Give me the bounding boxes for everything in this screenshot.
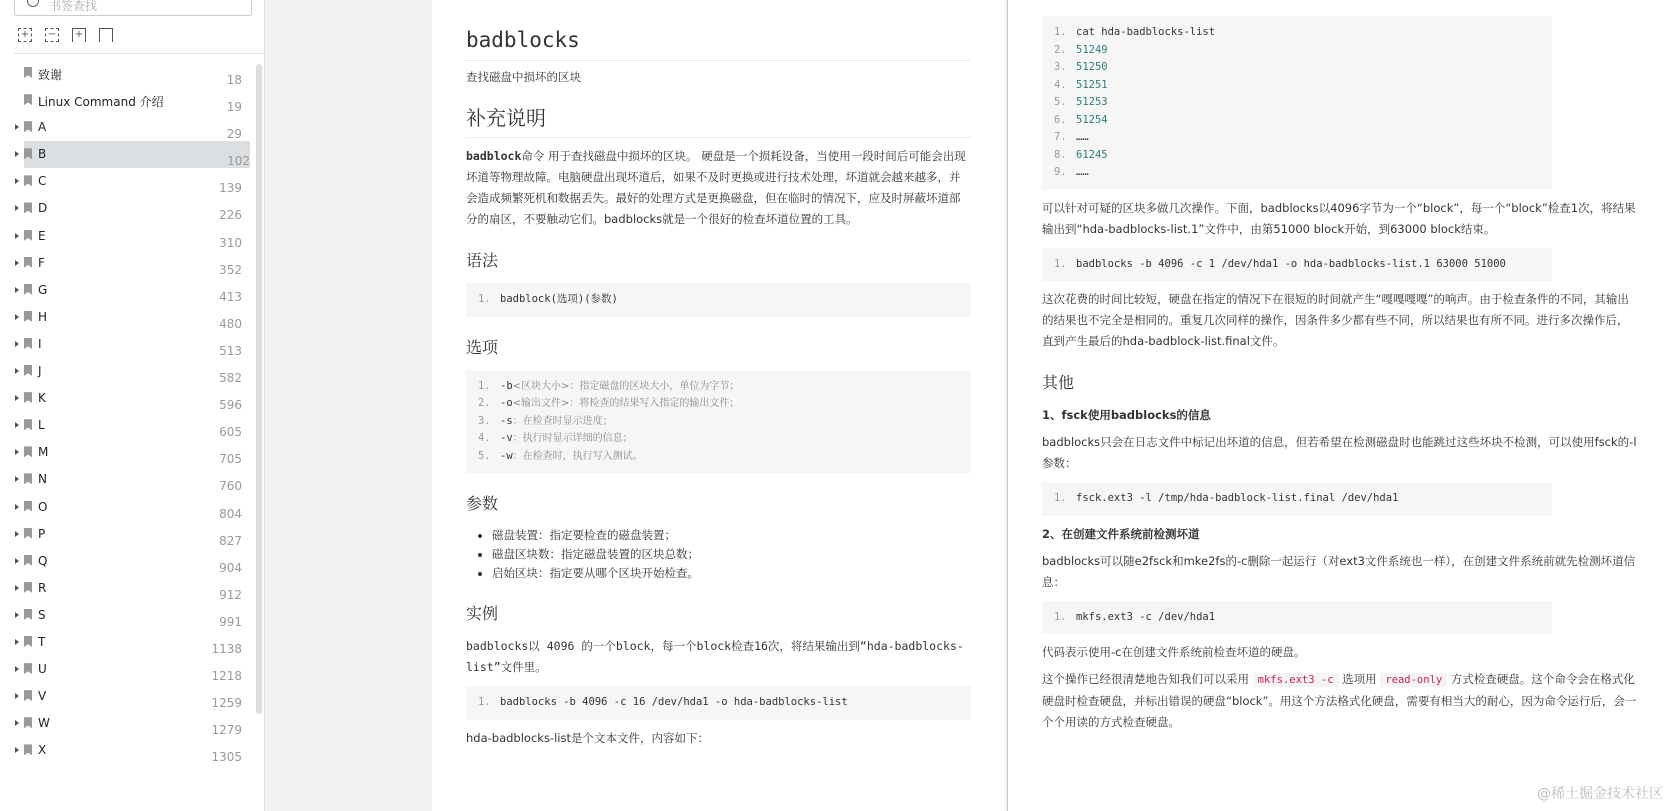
param-item: • 磁盘装置：指定要检查的磁盘装置； [492,526,971,545]
option-desc: ：执行时显示详细的信息； [512,433,633,444]
paragraph-4: badblocks可以随e2fsck和mke2fs的-c删除一起运行（对ext3文件系统也一样），在创建文件系统前就先检测坏道信息： [1042,553,1636,589]
bookmark-icon [24,473,32,484]
bookmark-item[interactable] [0,737,250,764]
heading-syntax: 语法 [466,251,499,270]
bookmark-label: F [38,255,45,270]
option-flag: -o [500,397,513,409]
param-item: • 磁盘区块数：指定磁盘装置的区块总数； [492,545,971,564]
bookmark-item[interactable] [0,521,250,548]
expand-arrow-icon[interactable] [15,720,19,726]
paragraph-6 [1042,669,1639,733]
bookmark-label: S [38,607,46,622]
bookmark-icon [24,636,32,647]
paragraph-3: badblocks只会在日志文件中标记出坏道的信息，但若希望在检测磁盘时也能跳过这些坏块不检测，可以使用fsck的-l参数： [1042,435,1637,470]
expand-arrow-icon[interactable] [15,151,19,157]
heading-other: 其他 [1042,373,1075,392]
paragraph-5: 代码表示使用-c在创建文件系统前检查坏道的硬盘。 [1042,645,1306,659]
bookmark-icon[interactable] [99,28,113,42]
text: 这个操作已经很清楚地告知我们可以采用 [1042,672,1249,686]
code-line: badblocks -b 4096 -c 1 /dev/hda1 -o hda-badblocks-list.1 63000 51000 [1076,257,1506,270]
code-line: fsck.ext3 -l /tmp/hda-badblock-list.final /dev/hda1 [1076,492,1399,504]
after-text: hda-badblocks-list是个文本文件，内容如下： [466,730,709,745]
expand-arrow-icon[interactable] [15,639,19,645]
bookmark-icon [24,257,32,268]
bookmark-item[interactable] [0,168,250,195]
code-3: 1. fsck.ext3 -l /tmp/hda-badblock-list.final /dev/hda1 [1042,482,1552,516]
page-right [1007,0,1673,811]
add-bookmark-icon[interactable]: + [72,28,86,42]
bookmark-label: L [38,418,45,433]
page-number: 18 [226,73,242,87]
option-flag: -w [500,449,513,462]
code-text: cat hda-badblocks-list [1076,26,1216,38]
syntax-code: 1. badblock(选项)(参数) [466,283,971,317]
bookmark-icon [24,717,32,728]
subheading-1: 1、fsck使用badblocks的信息 [1042,408,1211,422]
page-number: 102 [227,154,250,169]
option-desc: <输出文件>：将检查的结果写入指定的输出文件； [512,398,740,409]
code-line: 1. cat hda-badblocks-list [1054,26,1216,38]
heading-options: 选项 [466,337,499,357]
code-line: 7. …… [1054,131,1089,143]
code-text: …… [1076,166,1089,178]
expand-arrow-icon[interactable] [15,747,19,753]
params-list [492,526,971,583]
page-title: badblocks [466,24,971,61]
heading-supplement: 补充说明 [466,102,971,138]
bookmark-item[interactable] [0,683,250,710]
bookmark-item[interactable] [0,629,250,656]
bookmark-label: N [38,472,47,487]
bookmark-item[interactable] [0,439,250,466]
code-line: 8. 61245 [1054,148,1108,161]
code-text: …… [1076,131,1089,143]
bookmark-icon [24,446,32,457]
bookmark-item[interactable] [0,304,250,331]
code-line: 4. 51251 [1054,78,1108,91]
bookmark-label: V [38,689,47,704]
code-line: 3. 51250 [1054,61,1108,73]
code-line: badblock(选项)(参数) [500,293,618,305]
expand-arrow-icon[interactable] [15,531,19,537]
bookmark-label: 致谢 [38,68,63,82]
page-number: 804 [219,506,242,521]
page-number: 705 [219,452,242,467]
bookmark-icon [24,663,32,674]
code-line: 9. …… [1054,166,1089,178]
bookmark-item[interactable] [0,114,250,141]
search-icon [27,0,39,7]
option-desc: ：在检查时显示进度； [512,415,613,427]
option-flag: -s [500,414,513,427]
bookmark-tree [0,60,250,764]
bookmark-item[interactable] [0,223,250,250]
param-item: • 启始区块：指定要从哪个区块开始检查。 [492,564,971,583]
bookmark-item[interactable] [0,250,250,277]
page-number: 582 [219,371,242,386]
bookmark-item[interactable] [0,412,250,439]
code-2: 1. badblocks -b 4096 -c 1 /dev/hda1 -o hda-badblocks-list.1 63000 51000 [1042,248,1552,282]
badblocks-list-code [1042,16,1552,190]
bookmark-label: M [38,445,49,460]
bookmark-icon [24,230,32,241]
code-line: 5. 51253 [1054,96,1108,108]
option-desc: <区块大小>：指定磁盘的区块大小，单位为字节； [512,380,740,392]
example-text: badblocks以 4096 的一个block，每一个block检查16次，将结果输出到“hda-badblocks-list”文件里。 [466,639,964,674]
watermark: @稀土掘金技术社区 [1537,786,1663,802]
bookmark-item[interactable] [0,87,250,114]
bookmark-item[interactable] [0,602,250,629]
expand-arrow-icon[interactable] [15,260,19,266]
expand-arrow-icon[interactable] [15,612,19,618]
bookmark-icon [24,609,32,620]
page-number: 139 [219,181,242,196]
page-number: 29 [226,127,242,142]
subheading-2: 2、在创建文件系统前检测坏道 [1042,526,1200,541]
bookmark-item[interactable] [0,60,250,87]
expand-arrow-icon[interactable] [15,178,19,184]
bookmark-item[interactable] [0,494,250,521]
expand-arrow-icon[interactable] [15,395,19,401]
bookmark-sidebar [0,0,265,811]
bookmark-icon [24,121,32,132]
bookmark-item[interactable] [0,331,250,358]
bookmark-icon [24,690,32,701]
text: 选项用 [1342,672,1377,686]
bookmark-label: U [38,662,47,677]
expand-arrow-icon[interactable] [15,693,19,699]
bookmark-label: A [38,120,47,135]
intro-paragraph [466,146,971,230]
scrollbar[interactable] [256,64,262,714]
heading-example: 实例 [466,604,499,623]
bookmark-item[interactable] [0,195,250,222]
paragraph-1: 可以针对可疑的区块多做几次操作。下面，badblocks以4096字节为一个“block”，每一个“block”检查1次，将结果输出到“hda-badblocks-list.1”文件中，由第51000 block开始，到63000 block结束。 [1042,200,1636,236]
bookmark-label: B [38,147,47,162]
expand-arrow-icon[interactable] [15,449,19,455]
code-line: badblocks -b 4096 -c 16 /dev/hda1 -o hda-badblocks-list [500,696,848,708]
bookmark-item[interactable] [0,466,250,493]
bookmark-icon [24,202,32,213]
page-number: 1279 [211,723,242,738]
page-number: 596 [219,398,242,413]
option-flag: -v [500,432,513,444]
expand-arrow-icon[interactable] [15,558,19,564]
bookmark-label: X [38,743,47,758]
bookmark-search-input[interactable] [14,0,252,16]
expand-arrow-icon[interactable] [15,287,19,293]
bookmark-icon [24,284,32,295]
expand-arrow-icon[interactable] [15,368,19,374]
bookmark-item[interactable] [0,358,250,385]
bookmark-label: E [38,228,46,243]
bookmark-label: P [38,526,46,541]
bookmark-icon [24,501,32,512]
option-line: 5. -w：在检查时，执行写入测试。 [478,449,643,462]
option-line: 4. -v：执行时显示详细的信息； [478,432,633,444]
expand-arrow-icon[interactable] [15,341,19,347]
inline-code: read-only [1380,673,1447,687]
bookmark-icon [24,365,32,376]
expand-arrow-icon[interactable] [15,666,19,672]
page-number: 1138 [211,641,242,656]
options-code [466,370,971,474]
bookmark-item[interactable] [0,710,250,737]
bookmark-icon [24,528,32,539]
page-number: 912 [219,587,242,602]
page-number: 480 [219,316,242,331]
bookmark-label: G [38,282,48,297]
expand-arrow-icon[interactable] [15,233,19,239]
subtitle: 查找磁盘中损坏的区块 [466,70,581,84]
page-number: 352 [219,262,242,277]
expand-arrow-icon[interactable] [15,205,19,211]
option-flag: -b [500,379,513,392]
page-number: 19 [226,100,242,115]
page-number: 904 [219,560,242,575]
bookmark-item[interactable] [0,575,250,602]
bookmark-label: K [38,391,46,406]
intro-bold: badblock [466,149,522,163]
code-line: 2. 51249 [1054,43,1108,56]
option-desc: ：在检查时，执行写入测试。 [512,450,643,462]
bookmark-item[interactable] [0,385,250,412]
expand-arrow-icon[interactable] [15,314,19,320]
collapse-all-icon[interactable]: − [45,28,59,42]
option-line: 1. -b<区块大小>：指定磁盘的区块大小，单位为字节； [478,379,740,392]
option-line: 2. -o<输出文件>：将检查的结果写入指定的输出文件； [478,397,740,409]
code-line: 6. 51254 [1054,113,1108,126]
bookmark-icon [24,555,32,566]
heading-params: 参数 [466,494,499,513]
bookmark-label: R [38,580,47,595]
bookmark-icon [24,94,32,105]
bookmark-label: O [38,499,48,514]
code-4: 1. mkfs.ext3 -c /dev/hda1 [1042,601,1552,635]
code-text: 51253 [1076,96,1108,108]
expand-arrow-icon[interactable] [15,476,19,482]
expand-all-icon[interactable]: + [18,28,32,42]
paragraph-2: 这次花费的时间比较短，硬盘在指定的情况下在很短的时间就产生“嘎嘎嘎嘎”的响声。由于检查条件的不同，其输出的结果也不完全是相同的。重复几次同样的操作，因条件多少都有些不同，所以结果也有所不同。进行多次操作后，直到产生最后的hda-badblock-list.final文件。 [1042,292,1629,348]
inline-code: mkfs.ext3 -c [1253,673,1339,687]
page-number: 413 [219,289,242,304]
bookmark-label: I [38,336,42,351]
bookmark-icon [24,419,32,430]
page-left [432,0,1005,811]
divider [14,53,266,54]
bookmark-icon [24,392,32,403]
code-text: 51254 [1076,113,1108,126]
bookmark-label: H [38,309,48,324]
bookmark-item[interactable] [0,656,250,683]
bookmark-icon [24,148,32,159]
expand-arrow-icon[interactable] [15,124,19,130]
expand-arrow-icon[interactable] [15,585,19,591]
page-number: 827 [219,533,242,548]
text: 方式检查硬盘。这个命令会在格式化硬盘时检查硬盘，并标出错误的硬盘“block”。用这个方法格式化硬盘，需要有相当大的耐心，因为命令运行后，会一个个用读的方式检查硬盘。 [1042,672,1637,729]
page-number: 605 [219,425,242,440]
intro-text: 命令 用于查找磁盘中损坏的区块。 硬盘是一个损耗设备，当使用一段时间后可能会出现坏道等物理故障。电脑硬盘出现坏道后，如果不及时更换或进行技术处理，坏道就会越来越多，并会造成频繁死机和数据丢失。最好的处理方式是更换磁盘，但在临时的情况下，应及时屏蔽坏道部分的扇区，不要触动它们。badblocks就是一个很好的检查坏道位置的工具。 [466,149,966,226]
bookmark-icon [24,582,32,593]
expand-arrow-icon[interactable] [15,504,19,510]
bookmark-label: J [38,364,42,379]
bookmark-icon [24,67,32,78]
bookmark-label: D [38,201,48,216]
page-number: 513 [219,343,242,358]
bookmark-label: Linux Command 介绍 [38,95,164,110]
option-line: 3. -s：在检查时显示进度； [478,414,613,427]
code-text: 51250 [1076,61,1108,73]
bookmark-label: Q [38,553,48,568]
bookmark-item[interactable] [0,548,250,575]
code-text: 51251 [1076,78,1108,91]
bookmark-label: T [38,634,46,649]
page-number: 310 [219,235,242,250]
page-number: 991 [219,614,242,629]
page-number: 1218 [211,669,242,684]
page-number: 760 [219,479,242,494]
bookmark-label: C [38,174,47,189]
page-number: 1259 [211,696,242,711]
example-code: 1. badblocks -b 4096 -c 16 /dev/hda1 -o hda-badblocks-list [466,686,971,720]
code-text: 61245 [1076,148,1108,161]
bookmark-icon [24,744,32,755]
bookmark-label: W [38,716,50,731]
page-number: 1305 [211,750,242,765]
bookmark-icon [24,338,32,349]
page-number: 226 [219,208,242,223]
bookmark-icon [24,175,32,186]
bookmark-icon [24,311,32,322]
code-text: 51249 [1076,43,1108,56]
bookmark-item[interactable] [24,141,250,168]
search-placeholder: 书签查找 [49,0,98,13]
code-line: mkfs.ext3 -c /dev/hda1 [1076,610,1216,623]
bookmark-item[interactable] [0,277,250,304]
expand-arrow-icon[interactable] [15,422,19,428]
